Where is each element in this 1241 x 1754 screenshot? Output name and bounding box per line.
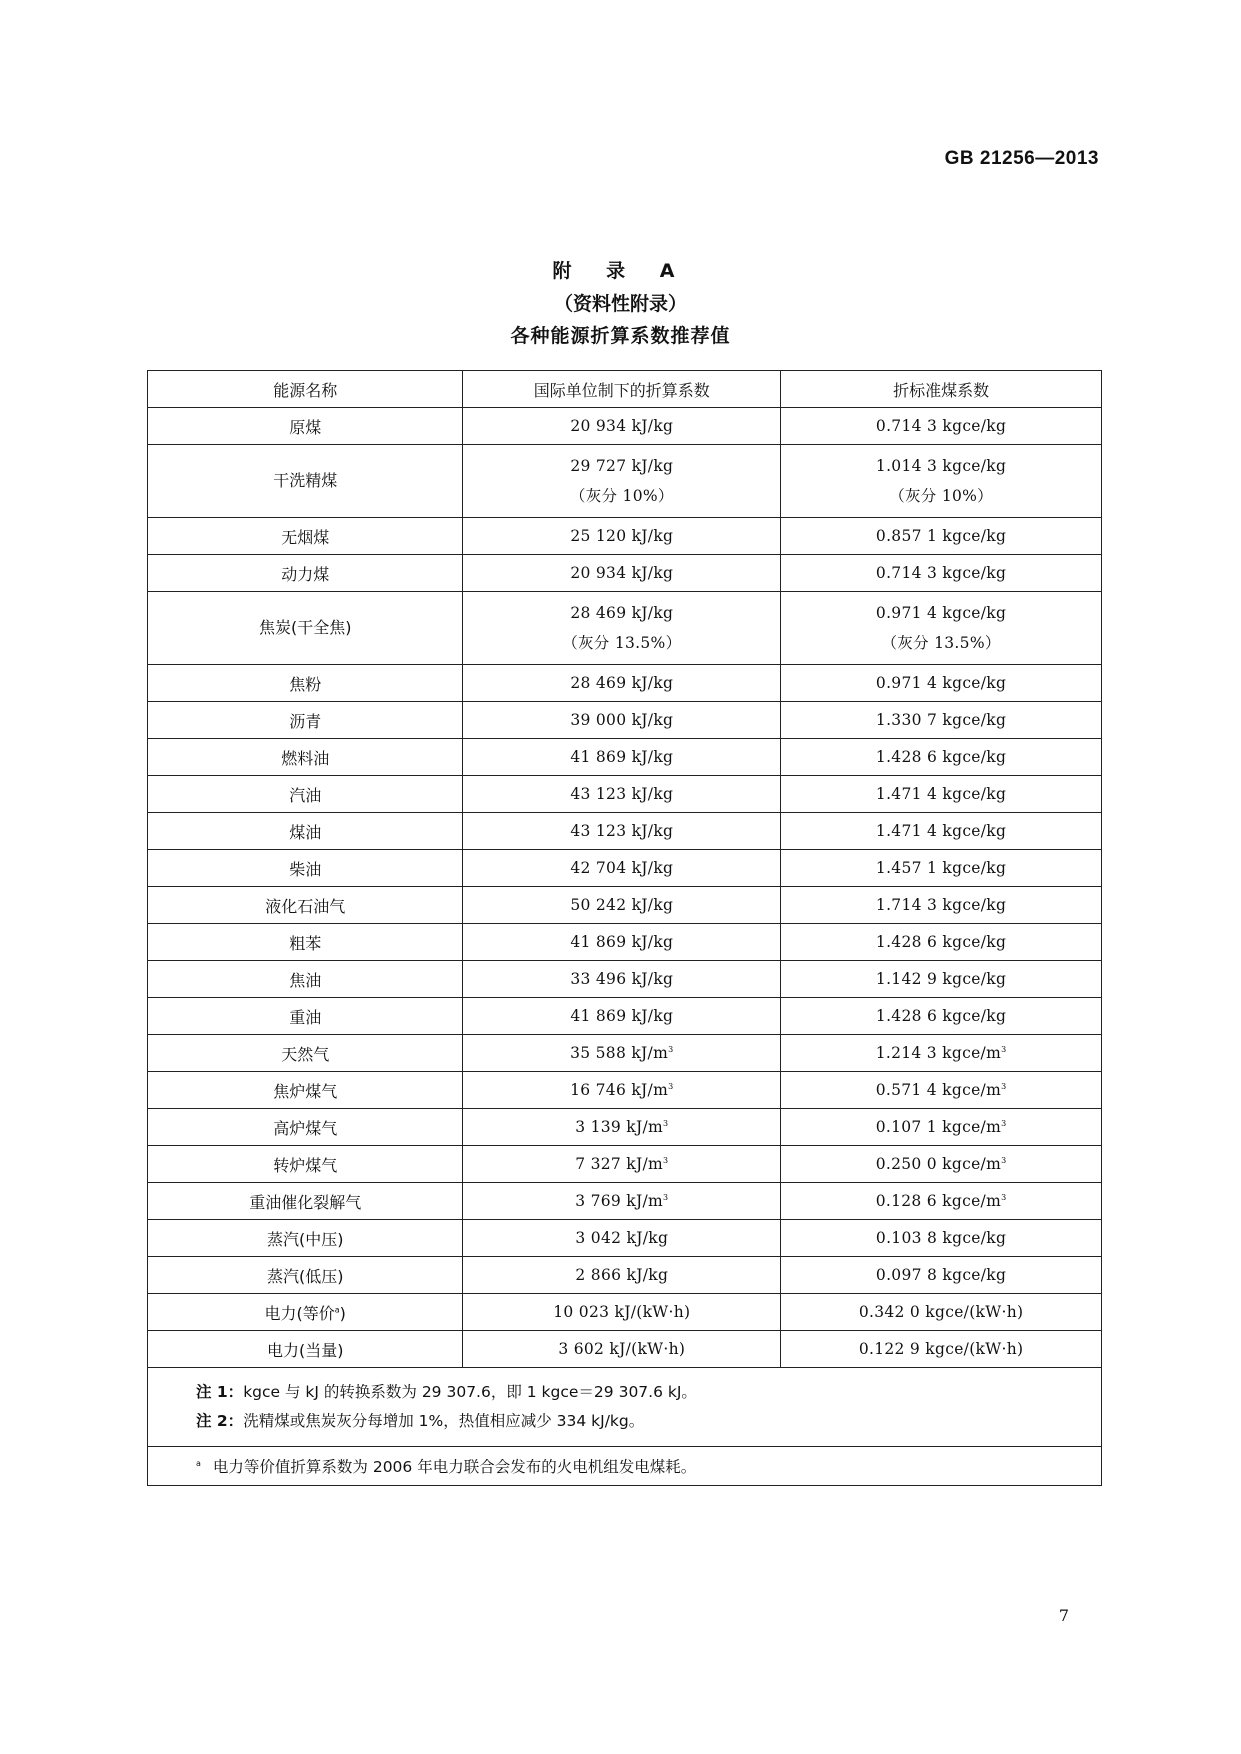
sce-coefficient-value: 0.122 9 kgce/(kW·h) [858, 1340, 1024, 1358]
table-row [148, 445, 1102, 518]
energy-name: 焦炭(干全焦) [258, 618, 352, 637]
table-title: 各种能源折算系数推荐值 [510, 325, 731, 347]
sce-coefficient-cell [781, 1072, 1102, 1109]
sce-coefficient-line [781, 1118, 1101, 1136]
si-coefficient-value: 20 934 kJ/kg [570, 417, 674, 435]
si-coefficient-cell [463, 961, 781, 998]
si-coefficient-line [463, 1081, 780, 1099]
unit-exponent: 3 [663, 1118, 669, 1128]
table-row [148, 887, 1102, 924]
sce-coefficient-cell [781, 445, 1102, 518]
table-row [148, 1035, 1102, 1072]
si-coefficient-cell [463, 1257, 781, 1294]
energy-name: 天然气 [281, 1044, 330, 1064]
energy-name: 无烟煤 [281, 527, 330, 547]
si-coefficient-line [463, 527, 780, 545]
table-row [148, 1146, 1102, 1183]
sce-coefficient-cell [781, 813, 1102, 850]
si-coefficient-cell [463, 665, 781, 702]
notes-row [148, 1368, 1102, 1447]
si-coefficient-value: 41 869 kJ/kg [570, 1007, 674, 1025]
sce-coefficient-line [781, 970, 1101, 988]
sce-coefficient-line [781, 711, 1101, 729]
energy-name: 重油催化裂解气 [249, 1192, 362, 1212]
sce-coefficient-line [781, 451, 1101, 481]
sce-coefficient-value: 1.714 3 kgce/kg [875, 896, 1007, 914]
footnote-text: 电力等价值折算系数为 2006 年电力联合会发布的火电机组发电煤耗。 [212, 1458, 697, 1476]
unit-exponent: 3 [663, 1192, 669, 1202]
si-coefficient-line [463, 933, 780, 951]
footnote-mark: a [196, 1458, 201, 1468]
energy-name: 高炉煤气 [273, 1118, 338, 1138]
header-si-coefficient: 国际单位制下的折算系数 [463, 371, 781, 408]
si-coefficient-value: 33 496 kJ/kg [570, 970, 674, 988]
sce-coefficient-cell [781, 1146, 1102, 1183]
table-body [148, 408, 1102, 1368]
unit-exponent: 3 [1001, 1081, 1007, 1091]
sce-coefficient-value: 1.428 6 kgce/kg [875, 933, 1007, 951]
energy-name: 燃料油 [281, 748, 330, 768]
si-coefficient-cell [463, 813, 781, 850]
sce-coefficient-value: 1.471 4 kgce/kg [875, 785, 1007, 803]
si-coefficient-cell [463, 887, 781, 924]
sce-coefficient-value: 1.428 6 kgce/kg [875, 748, 1007, 766]
energy-name-cell [148, 1331, 463, 1368]
sce-coefficient-cell [781, 1109, 1102, 1146]
energy-name-cell [148, 776, 463, 813]
table-row [148, 702, 1102, 739]
si-coefficient-cell [463, 1035, 781, 1072]
si-coefficient-value: 41 869 kJ/kg [570, 933, 674, 951]
note-1-text: kgce 与 kJ 的转换系数为 29 307.6，即 1 kgce＝29 307.6 kJ。 [243, 1383, 697, 1401]
sce-coefficient-value: 1.014 3 kgce/kg [875, 457, 1007, 475]
si-coefficient-cell [463, 555, 781, 592]
si-coefficient-cell [463, 1183, 781, 1220]
sce-coefficient-line [781, 896, 1101, 914]
sce-coefficient-cell [781, 850, 1102, 887]
energy-name-cell [148, 592, 463, 665]
sce-coefficient-line [781, 859, 1101, 877]
sce-coefficient-cell [781, 739, 1102, 776]
si-coefficient-line [463, 1303, 780, 1321]
energy-name-cell [148, 1183, 463, 1220]
si-coefficient-cell [463, 739, 781, 776]
sce-coefficient-value: 0.857 1 kgce/kg [875, 527, 1007, 545]
energy-name-cell [148, 850, 463, 887]
si-coefficient-line [463, 822, 780, 840]
si-coefficient-cell [463, 1220, 781, 1257]
energy-name: 转炉煤气 [273, 1155, 338, 1175]
sce-coefficient-cell [781, 998, 1102, 1035]
energy-name-cell [148, 739, 463, 776]
sce-coefficient-line [781, 1303, 1101, 1321]
note-1-label: 注 1： [196, 1383, 244, 1401]
sce-coefficient-line [781, 598, 1101, 628]
table-row [148, 998, 1102, 1035]
si-coefficient-value: 43 123 kJ/kg [570, 822, 674, 840]
si-coefficient-line [463, 674, 780, 692]
si-coefficient-cell [463, 592, 781, 665]
si-coefficient-line [463, 1192, 780, 1210]
sce-coefficient-value: 0.571 4 kgce/m [875, 1081, 1002, 1099]
si-coefficient-ash-note: （灰分 10%） [569, 487, 674, 505]
si-coefficient-value: 7 327 kJ/m [575, 1155, 664, 1173]
si-coefficient-value: 25 120 kJ/kg [570, 527, 674, 545]
sce-coefficient-value: 0.971 4 kgce/kg [875, 674, 1007, 692]
si-coefficient-value: 42 704 kJ/kg [570, 859, 674, 877]
si-coefficient-line [463, 1155, 780, 1173]
energy-name-cell [148, 518, 463, 555]
sce-coefficient-line [781, 1044, 1101, 1062]
energy-conversion-table [147, 370, 1102, 1486]
si-coefficient-line [463, 1118, 780, 1136]
sce-coefficient-value: 1.471 4 kgce/kg [875, 822, 1007, 840]
sce-coefficient-cell [781, 555, 1102, 592]
si-coefficient-cell [463, 702, 781, 739]
sce-coefficient-line [781, 1155, 1101, 1173]
sce-coefficient-cell [781, 1035, 1102, 1072]
energy-name-cell [148, 1257, 463, 1294]
table-row [148, 961, 1102, 998]
annex-title: 附 录 A [552, 260, 689, 282]
page-number: 7 [1058, 1606, 1069, 1625]
energy-name-cell [148, 961, 463, 998]
energy-name-cell [148, 1109, 463, 1146]
si-coefficient-line [463, 451, 780, 481]
si-coefficient-line [463, 1266, 780, 1284]
sce-coefficient-value: 1.142 9 kgce/kg [875, 970, 1007, 988]
sce-coefficient-cell [781, 702, 1102, 739]
si-coefficient-line [463, 785, 780, 803]
si-coefficient-cell [463, 1294, 781, 1331]
energy-name: 蒸汽(中压) [266, 1229, 344, 1249]
energy-name-tail: ) [339, 1303, 346, 1323]
unit-exponent: 3 [1001, 1155, 1007, 1165]
sce-coefficient-value: 0.250 0 kgce/m [875, 1155, 1002, 1173]
table-row [148, 1072, 1102, 1109]
note-2-text: 洗精煤或焦炭灰分每增加 1%，热值相应减少 334 kJ/kg。 [243, 1412, 645, 1430]
si-coefficient-ash-note: （灰分 13.5%） [562, 634, 682, 652]
table-row [148, 592, 1102, 665]
unit-exponent: 3 [663, 1155, 669, 1165]
table-row [148, 1257, 1102, 1294]
si-coefficient-cell [463, 998, 781, 1035]
si-coefficient-cell [463, 1109, 781, 1146]
sce-coefficient-line [781, 1340, 1101, 1358]
header-sce-coefficient: 折标准煤系数 [781, 371, 1102, 408]
si-coefficient-value: 10 023 kJ/(kW·h) [553, 1303, 691, 1321]
energy-name-cell [148, 924, 463, 961]
sce-coefficient-value: 0.097 8 kgce/kg [875, 1266, 1007, 1284]
si-coefficient-cell [463, 1331, 781, 1368]
footnote-row [148, 1447, 1102, 1486]
table-row [148, 850, 1102, 887]
sce-coefficient-cell [781, 961, 1102, 998]
energy-name-cell [148, 555, 463, 592]
si-coefficient-value: 3 602 kJ/(kW·h) [558, 1340, 686, 1358]
si-coefficient-value: 39 000 kJ/kg [570, 711, 674, 729]
si-coefficient-line [463, 859, 780, 877]
si-coefficient-line [463, 711, 780, 729]
table-row [148, 408, 1102, 445]
table-row [148, 1294, 1102, 1331]
note-2 [196, 1407, 1101, 1436]
energy-name: 柴油 [289, 859, 322, 879]
sce-coefficient-value: 0.128 6 kgce/m [875, 1192, 1002, 1210]
sce-coefficient-line [781, 1007, 1101, 1025]
sce-coefficient-line [781, 674, 1101, 692]
si-coefficient-cell [463, 776, 781, 813]
si-coefficient-line [463, 1044, 780, 1062]
energy-name-cell [148, 1072, 463, 1109]
table-row [148, 665, 1102, 702]
header-energy-name: 能源名称 [148, 371, 463, 408]
si-coefficient-value: 20 934 kJ/kg [570, 564, 674, 582]
standard-code: GB 21256—2013 [944, 148, 1099, 169]
energy-name-cell [148, 998, 463, 1035]
si-coefficient-cell [463, 445, 781, 518]
table-row [148, 1331, 1102, 1368]
table-row [148, 924, 1102, 961]
note-1 [196, 1378, 1101, 1407]
annex-type: （资料性附录） [553, 293, 687, 315]
energy-name-cell [148, 1220, 463, 1257]
sce-coefficient-line [781, 417, 1101, 435]
sce-coefficient-line [781, 1192, 1101, 1210]
sce-coefficient-cell [781, 1183, 1102, 1220]
unit-exponent: 3 [668, 1081, 674, 1091]
unit-exponent: 3 [1001, 1044, 1007, 1054]
si-coefficient-line [463, 1340, 780, 1358]
si-coefficient-line [463, 1229, 780, 1247]
si-coefficient-line [463, 417, 780, 435]
sce-coefficient-value: 0.971 4 kgce/kg [875, 604, 1007, 622]
energy-name: 粗苯 [289, 933, 322, 953]
energy-name-cell [148, 665, 463, 702]
table-row [148, 518, 1102, 555]
si-coefficient-value: 3 042 kJ/kg [575, 1229, 669, 1247]
si-coefficient-cell [463, 518, 781, 555]
si-coefficient-value: 28 469 kJ/kg [570, 604, 674, 622]
sce-coefficient-line [781, 822, 1101, 840]
unit-exponent: 3 [1001, 1192, 1007, 1202]
table-row [148, 739, 1102, 776]
footnote-ref: a [334, 1305, 340, 1315]
table-row [148, 813, 1102, 850]
energy-name-cell [148, 813, 463, 850]
sce-coefficient-cell [781, 1331, 1102, 1368]
si-coefficient-cell [463, 1072, 781, 1109]
sce-coefficient-cell [781, 887, 1102, 924]
energy-name: 焦粉 [289, 674, 322, 694]
sce-coefficient-cell [781, 592, 1102, 665]
sce-coefficient-line [781, 527, 1101, 545]
sce-coefficient-cell [781, 776, 1102, 813]
sce-coefficient-cell [781, 1220, 1102, 1257]
unit-exponent: 3 [668, 1044, 674, 1054]
sce-coefficient-cell [781, 408, 1102, 445]
energy-name: 重油 [289, 1007, 322, 1027]
sce-coefficient-value: 0.714 3 kgce/kg [875, 564, 1007, 582]
sce-coefficient-cell [781, 665, 1102, 702]
energy-name: 电力(等价 [264, 1303, 335, 1323]
si-coefficient-line [463, 970, 780, 988]
sce-coefficient-line [781, 748, 1101, 766]
si-coefficient-line [463, 598, 780, 628]
table-row [148, 1109, 1102, 1146]
energy-name-cell [148, 1294, 463, 1331]
si-coefficient-value: 50 242 kJ/kg [570, 896, 674, 914]
energy-name: 汽油 [289, 785, 322, 805]
energy-name: 动力煤 [281, 564, 330, 584]
si-coefficient-cell [463, 850, 781, 887]
si-coefficient-cell [463, 924, 781, 961]
sce-coefficient-line [781, 1266, 1101, 1284]
energy-name-cell [148, 1146, 463, 1183]
sce-coefficient-value: 1.428 6 kgce/kg [875, 1007, 1007, 1025]
energy-name-cell [148, 702, 463, 739]
unit-exponent: 3 [1001, 1118, 1007, 1128]
si-coefficient-line [463, 896, 780, 914]
si-coefficient-value: 16 746 kJ/m [570, 1081, 669, 1099]
si-coefficient-cell [463, 408, 781, 445]
energy-name: 原煤 [289, 417, 322, 437]
sce-coefficient-line [781, 933, 1101, 951]
sce-coefficient-value: 1.330 7 kgce/kg [875, 711, 1007, 729]
footnote-cell [148, 1447, 1102, 1486]
energy-name: 焦油 [289, 970, 322, 990]
si-coefficient-value: 29 727 kJ/kg [570, 457, 674, 475]
table-row [148, 776, 1102, 813]
energy-name-cell [148, 445, 463, 518]
table-header-row [148, 371, 1102, 408]
table-row [148, 1220, 1102, 1257]
energy-name-cell [148, 1035, 463, 1072]
sce-coefficient-value: 0.714 3 kgce/kg [875, 417, 1007, 435]
sce-coefficient-line [781, 785, 1101, 803]
sce-coefficient-cell [781, 1294, 1102, 1331]
energy-name: 沥青 [289, 711, 322, 731]
sce-coefficient-line [781, 1229, 1101, 1247]
si-coefficient-line [463, 564, 780, 582]
energy-name: 电力(当量) [266, 1340, 344, 1360]
energy-name: 煤油 [289, 822, 322, 842]
energy-name: 液化石油气 [265, 896, 346, 916]
table-row [148, 555, 1102, 592]
sce-coefficient-value: 0.342 0 kgce/(kW·h) [858, 1303, 1024, 1321]
si-coefficient-line [463, 748, 780, 766]
energy-name: 焦炉煤气 [273, 1081, 338, 1101]
si-coefficient-cell [463, 1146, 781, 1183]
energy-name: 干洗精煤 [273, 471, 338, 490]
sce-coefficient-line [781, 564, 1101, 582]
sce-coefficient-cell [781, 518, 1102, 555]
si-coefficient-value: 2 866 kJ/kg [575, 1266, 669, 1284]
sce-coefficient-line [781, 1081, 1101, 1099]
sce-coefficient-cell [781, 1257, 1102, 1294]
sce-coefficient-value: 0.107 1 kgce/m [875, 1118, 1002, 1136]
si-coefficient-line [463, 1007, 780, 1025]
si-coefficient-value: 3 139 kJ/m [575, 1118, 664, 1136]
sce-coefficient-value: 1.214 3 kgce/m [875, 1044, 1002, 1062]
si-coefficient-value: 28 469 kJ/kg [570, 674, 674, 692]
si-coefficient-value: 3 769 kJ/m [575, 1192, 664, 1210]
sce-coefficient-ash-note: （灰分 10%） [889, 487, 993, 505]
sce-coefficient-cell [781, 924, 1102, 961]
table-row [148, 1183, 1102, 1220]
energy-name: 蒸汽(低压) [266, 1266, 344, 1286]
energy-name-cell [148, 408, 463, 445]
si-coefficient-value: 35 588 kJ/m [570, 1044, 669, 1062]
sce-coefficient-ash-note: （灰分 13.5%） [881, 634, 1001, 652]
notes-cell [148, 1368, 1102, 1447]
sce-coefficient-value: 1.457 1 kgce/kg [875, 859, 1007, 877]
si-coefficient-value: 43 123 kJ/kg [570, 785, 674, 803]
sce-coefficient-value: 0.103 8 kgce/kg [875, 1229, 1007, 1247]
note-2-label: 注 2： [196, 1412, 244, 1430]
energy-name-cell [148, 887, 463, 924]
si-coefficient-value: 41 869 kJ/kg [570, 748, 674, 766]
